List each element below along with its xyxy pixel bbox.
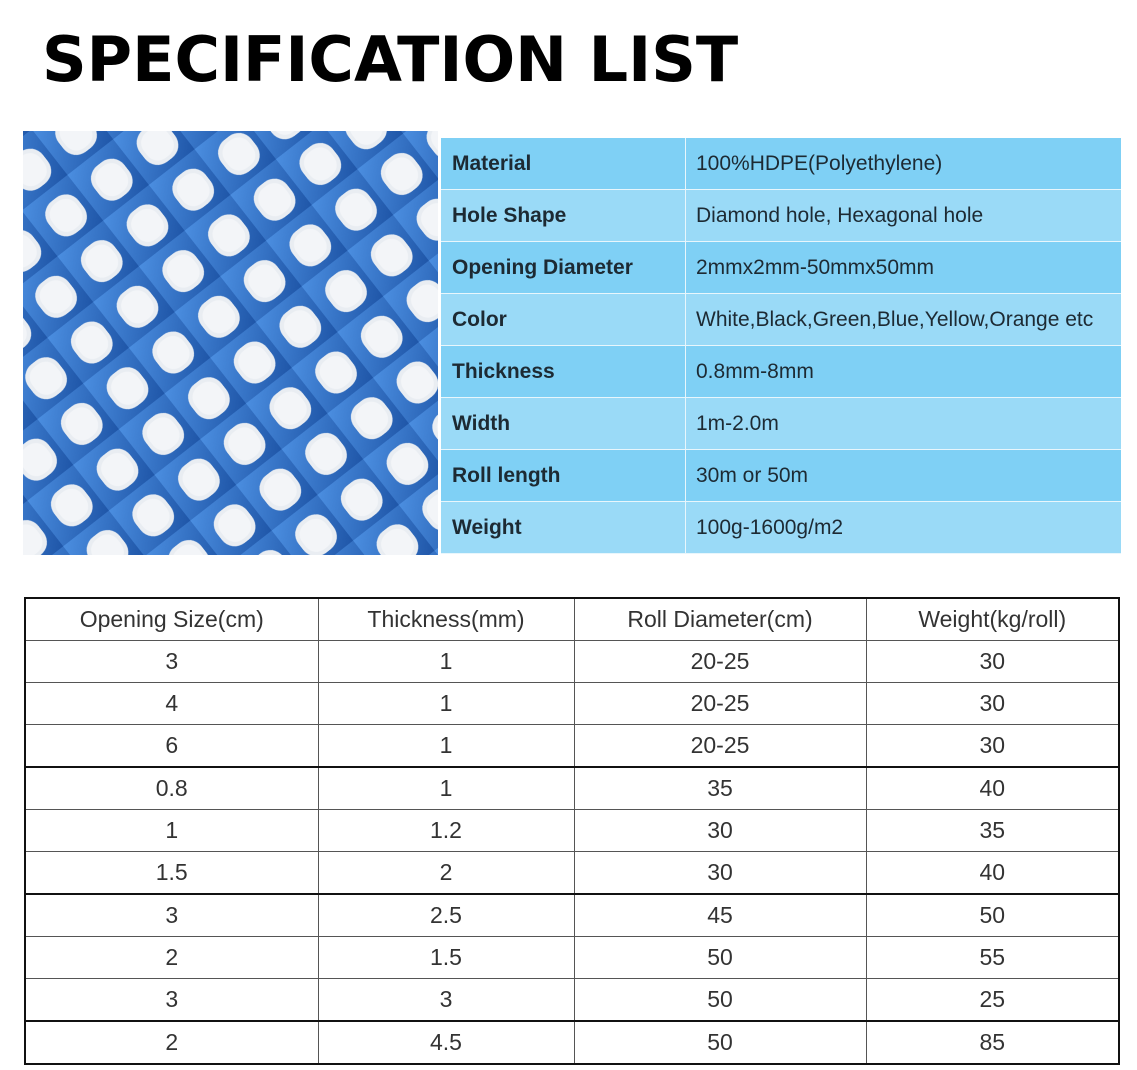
spec-key: Thickness — [441, 346, 686, 398]
table-row — [25, 1021, 1119, 1064]
size-table — [24, 597, 1120, 1065]
table-row — [25, 641, 1119, 683]
table-cell: 2.5 — [318, 894, 574, 937]
table-cell: 1 — [25, 810, 318, 852]
table-cell: 20-25 — [574, 683, 866, 725]
table-cell: 1.5 — [318, 937, 574, 979]
table-cell: 3 — [25, 641, 318, 683]
table-cell: 3 — [318, 979, 574, 1022]
table-cell: 20-25 — [574, 725, 866, 768]
table-cell: 4 — [25, 683, 318, 725]
table-cell: 0.8 — [25, 767, 318, 810]
table-row — [25, 852, 1119, 895]
spec-key: Opening Diameter — [441, 242, 686, 294]
table-cell: 3 — [25, 894, 318, 937]
table-row — [25, 725, 1119, 768]
mesh-net-image — [23, 131, 438, 555]
table-cell: 4.5 — [318, 1021, 574, 1064]
spec-key: Material — [441, 138, 686, 190]
spec-value: 2mmx2mm-50mmx50mm — [686, 242, 1122, 294]
table-cell: 1 — [318, 767, 574, 810]
table-row — [25, 937, 1119, 979]
table-cell: 50 — [574, 937, 866, 979]
spec-key: Width — [441, 398, 686, 450]
table-cell: 30 — [574, 852, 866, 895]
table-row — [25, 894, 1119, 937]
spec-key: Color — [441, 294, 686, 346]
table-row — [25, 810, 1119, 852]
header-weight: Weight(kg/roll) — [866, 598, 1119, 641]
spec-row — [441, 138, 1121, 190]
spec-value: 100%HDPE(Polyethylene) — [686, 138, 1122, 190]
table-cell: 1.2 — [318, 810, 574, 852]
table-cell: 1.5 — [25, 852, 318, 895]
table-cell: 2 — [25, 1021, 318, 1064]
spec-row — [441, 450, 1121, 502]
table-cell: 55 — [866, 937, 1119, 979]
table-header-row — [25, 598, 1119, 641]
table-row — [25, 767, 1119, 810]
table-row — [25, 979, 1119, 1022]
table-cell: 35 — [866, 810, 1119, 852]
table-cell: 1 — [318, 641, 574, 683]
table-cell: 40 — [866, 767, 1119, 810]
table-cell: 85 — [866, 1021, 1119, 1064]
spec-value: White,Black,Green,Blue,Yellow,Orange etc — [686, 294, 1122, 346]
table-cell: 30 — [866, 683, 1119, 725]
table-cell: 1 — [318, 725, 574, 768]
spec-value: 1m-2.0m — [686, 398, 1122, 450]
header-roll-diameter: Roll Diameter(cm) — [574, 598, 866, 641]
table-cell: 1 — [318, 683, 574, 725]
table-cell: 6 — [25, 725, 318, 768]
spec-key: Weight — [441, 502, 686, 554]
table-cell: 50 — [574, 979, 866, 1022]
spec-value: 0.8mm-8mm — [686, 346, 1122, 398]
table-cell: 20-25 — [574, 641, 866, 683]
table-cell: 30 — [574, 810, 866, 852]
spec-row — [441, 346, 1121, 398]
spec-value: 30m or 50m — [686, 450, 1122, 502]
table-cell: 2 — [318, 852, 574, 895]
spec-row — [441, 398, 1121, 450]
spec-row — [441, 242, 1121, 294]
table-cell: 3 — [25, 979, 318, 1022]
table-cell: 30 — [866, 641, 1119, 683]
table-row — [25, 683, 1119, 725]
header-opening-size: Opening Size(cm) — [25, 598, 318, 641]
table-cell: 50 — [866, 894, 1119, 937]
table-cell: 50 — [574, 1021, 866, 1064]
spec-key: Roll length — [441, 450, 686, 502]
spec-key: Hole Shape — [441, 190, 686, 242]
spec-value: 100g-1600g/m2 — [686, 502, 1122, 554]
spec-row — [441, 190, 1121, 242]
spec-value: Diamond hole, Hexagonal hole — [686, 190, 1122, 242]
table-cell: 40 — [866, 852, 1119, 895]
table-cell: 30 — [866, 725, 1119, 768]
mesh-net-icon — [23, 131, 438, 555]
spec-row — [441, 502, 1121, 554]
spec-row — [441, 294, 1121, 346]
spec-table — [441, 138, 1121, 554]
header-thickness: Thickness(mm) — [318, 598, 574, 641]
table-cell: 35 — [574, 767, 866, 810]
table-cell: 25 — [866, 979, 1119, 1022]
table-cell: 45 — [574, 894, 866, 937]
page-title: SPECIFICATION LIST — [42, 23, 739, 96]
table-cell: 2 — [25, 937, 318, 979]
